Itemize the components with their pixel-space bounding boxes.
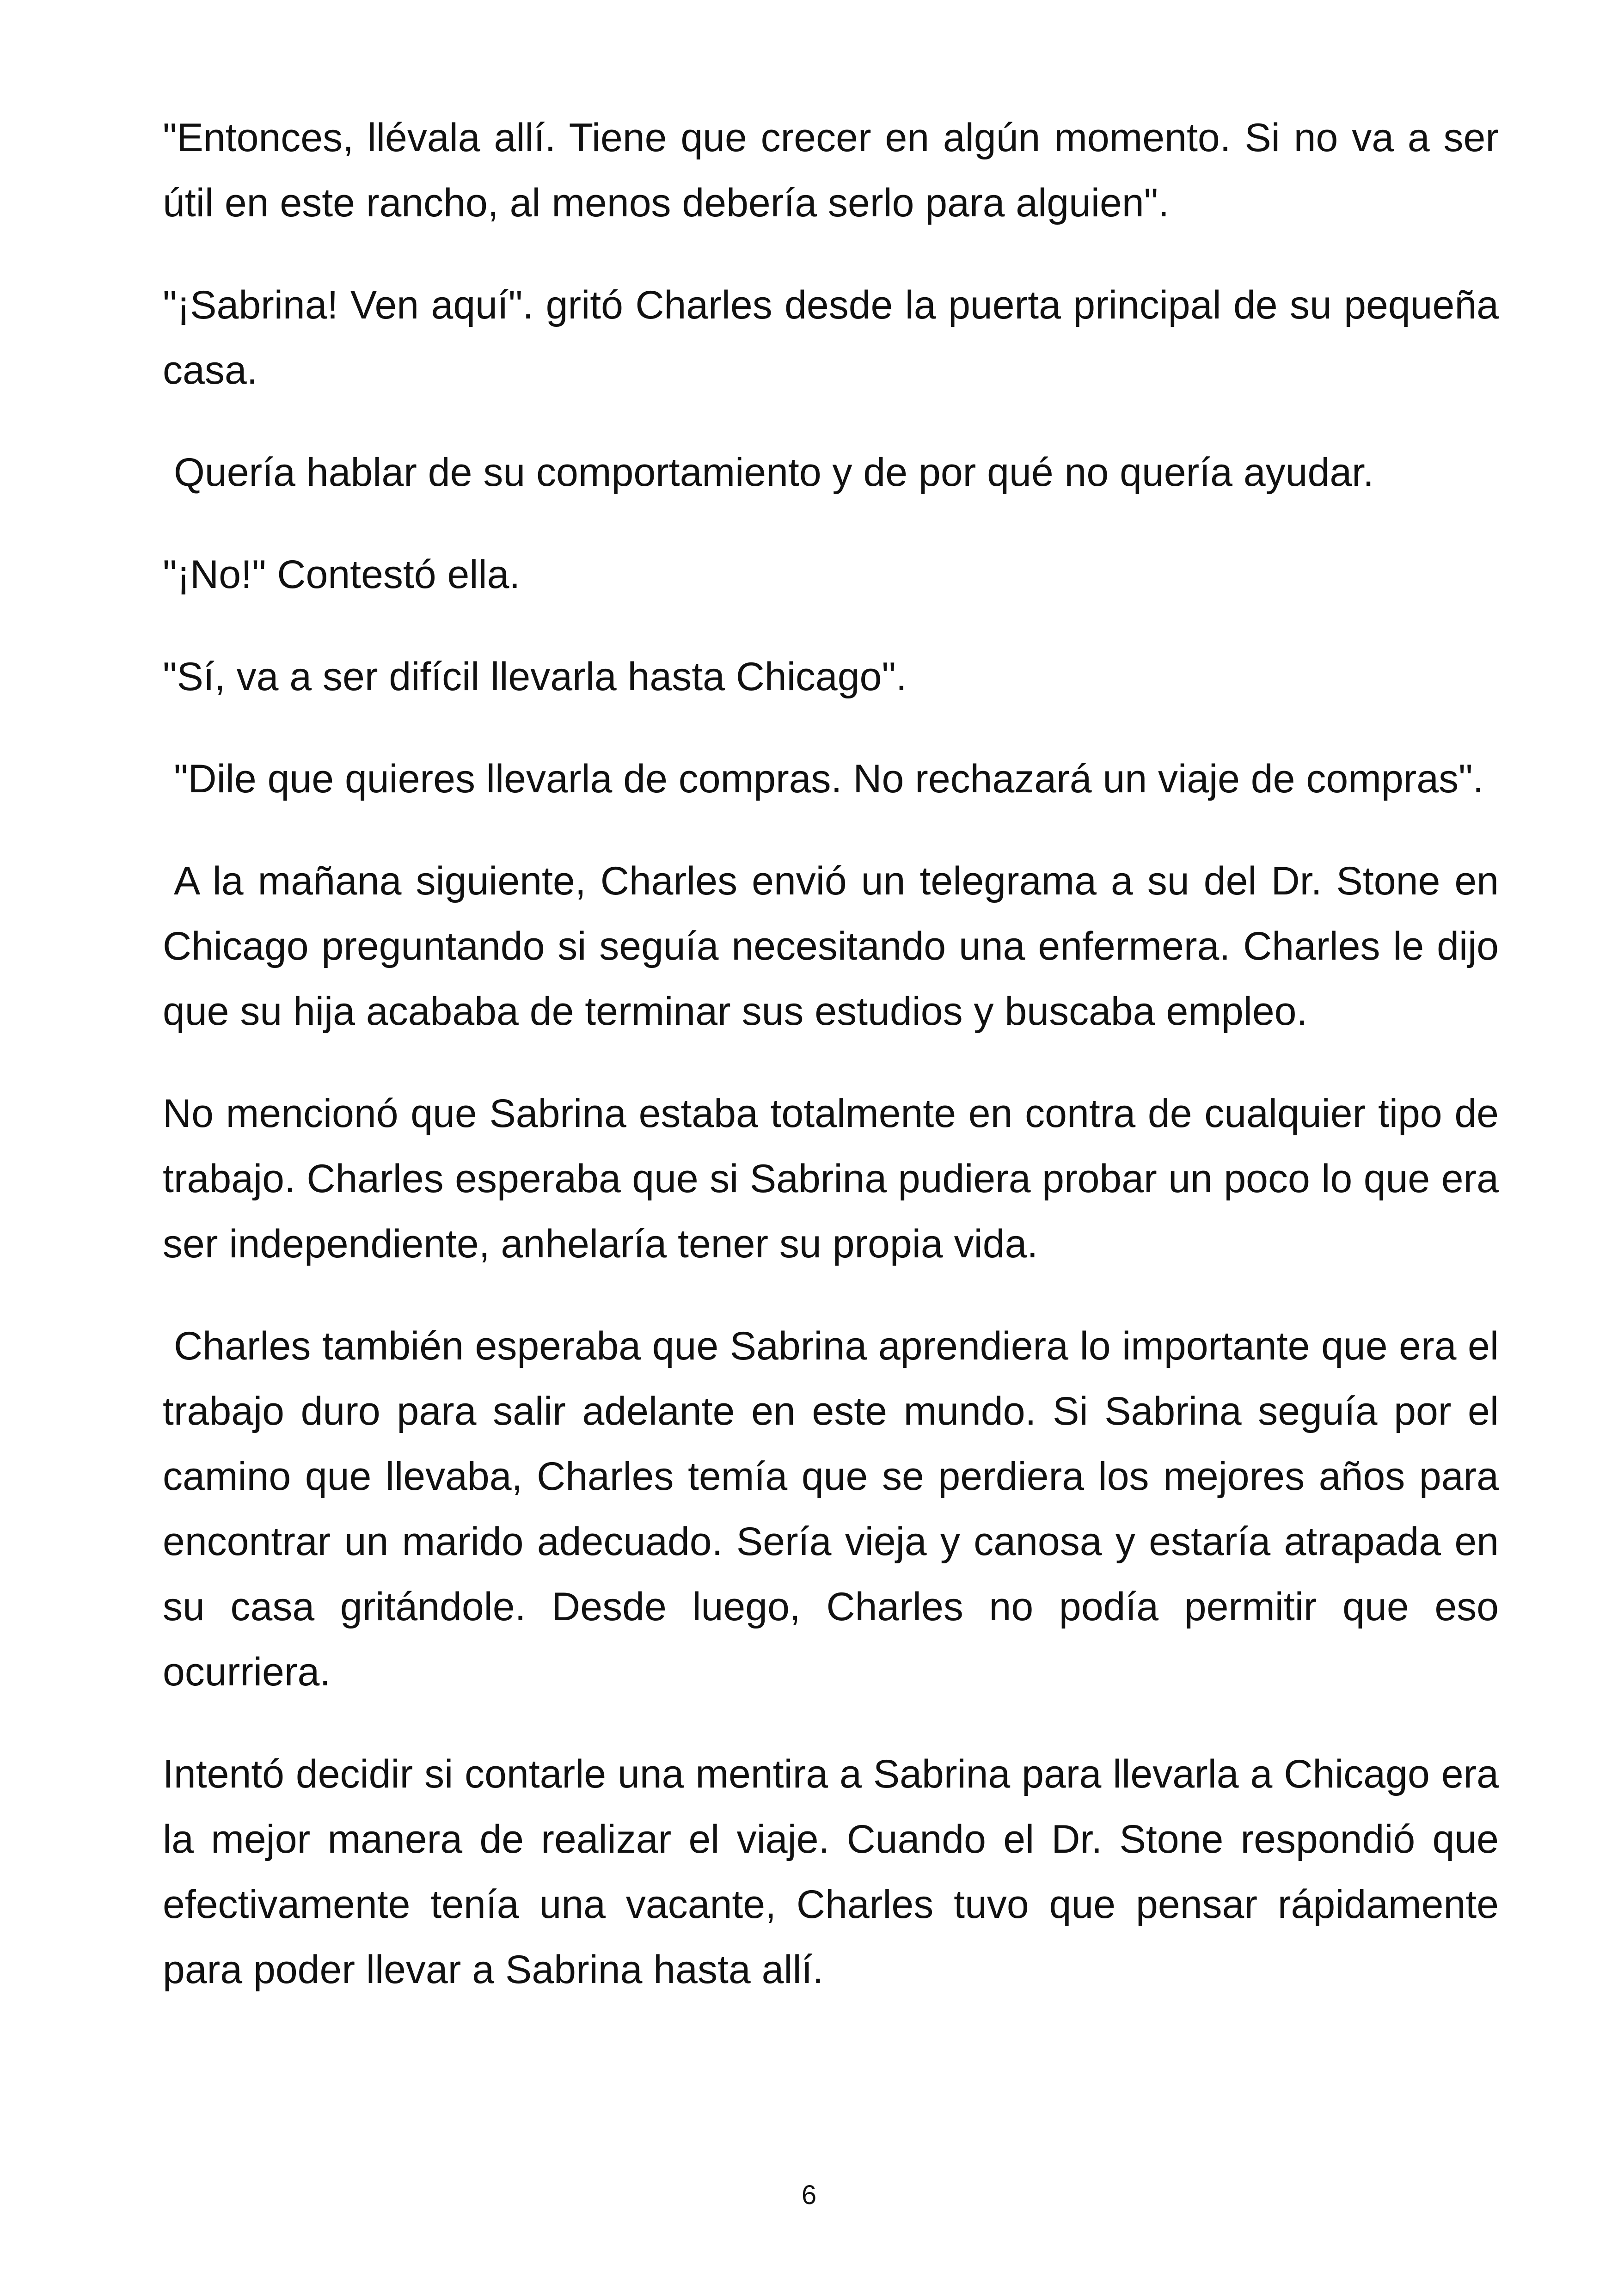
paragraph-3: Quería hablar de su comportamiento y de por qué no quería ayudar. [174, 450, 1374, 495]
body-text [163, 105, 1499, 2039]
paragraph-9: Charles también esperaba que Sabrina aprendiera lo importante que era el trabajo duro para salir adelante en este mundo. Si Sabrina seguía por el camino que llevaba, Charles temía que se perdiera los mejores años para encontrar un marido adecuado. Sería vieja y canosa y estaría atrapada en su casa gritándole. Desde luego, Charles no podía permitir que eso ocurriera. [163, 1324, 1499, 1694]
paragraph-4: "¡No!" Contestó ella. [163, 552, 521, 597]
paragraph-2: "¡Sabrina! Ven aquí". gritó Charles desde la puerta principal de su pequeña casa. [163, 283, 1499, 392]
paragraph-8: No mencionó que Sabrina estaba totalmente en contra de cualquier tipo de trabajo. Charles esperaba que si Sabrina pudiera probar un poco lo que era ser independiente, anhelaría tener su propia vida. [163, 1091, 1499, 1266]
paragraph-6: "Dile que quieres llevarla de compras. No rechazará un viaje de compras". [174, 757, 1484, 801]
paragraph-5: "Sí, va a ser difícil llevarla hasta Chicago". [163, 655, 907, 699]
paragraph-10: Intentó decidir si contarle una mentira a Sabrina para llevarla a Chicago era la mejor manera de realizar el viaje. Cuando el Dr. Stone respondió que efectivamente tenía una vacante, Charles tuvo que pensar rápidamente para poder llevar a Sabrina hasta allí. [163, 1752, 1499, 1992]
paragraph-1: "Entonces, llévala allí. Tiene que crecer en algún momento. Si no va a ser útil en este rancho, al menos debería serlo para alguien". [163, 116, 1499, 225]
page-number: 6 [801, 2180, 817, 2210]
paragraph-7: A la mañana siguiente, Charles envió un telegrama a su del Dr. Stone en Chicago preguntando si seguía necesitando una enfermera. Charles le dijo que su hija acababa de terminar sus estudios y buscaba empleo. [163, 859, 1499, 1034]
